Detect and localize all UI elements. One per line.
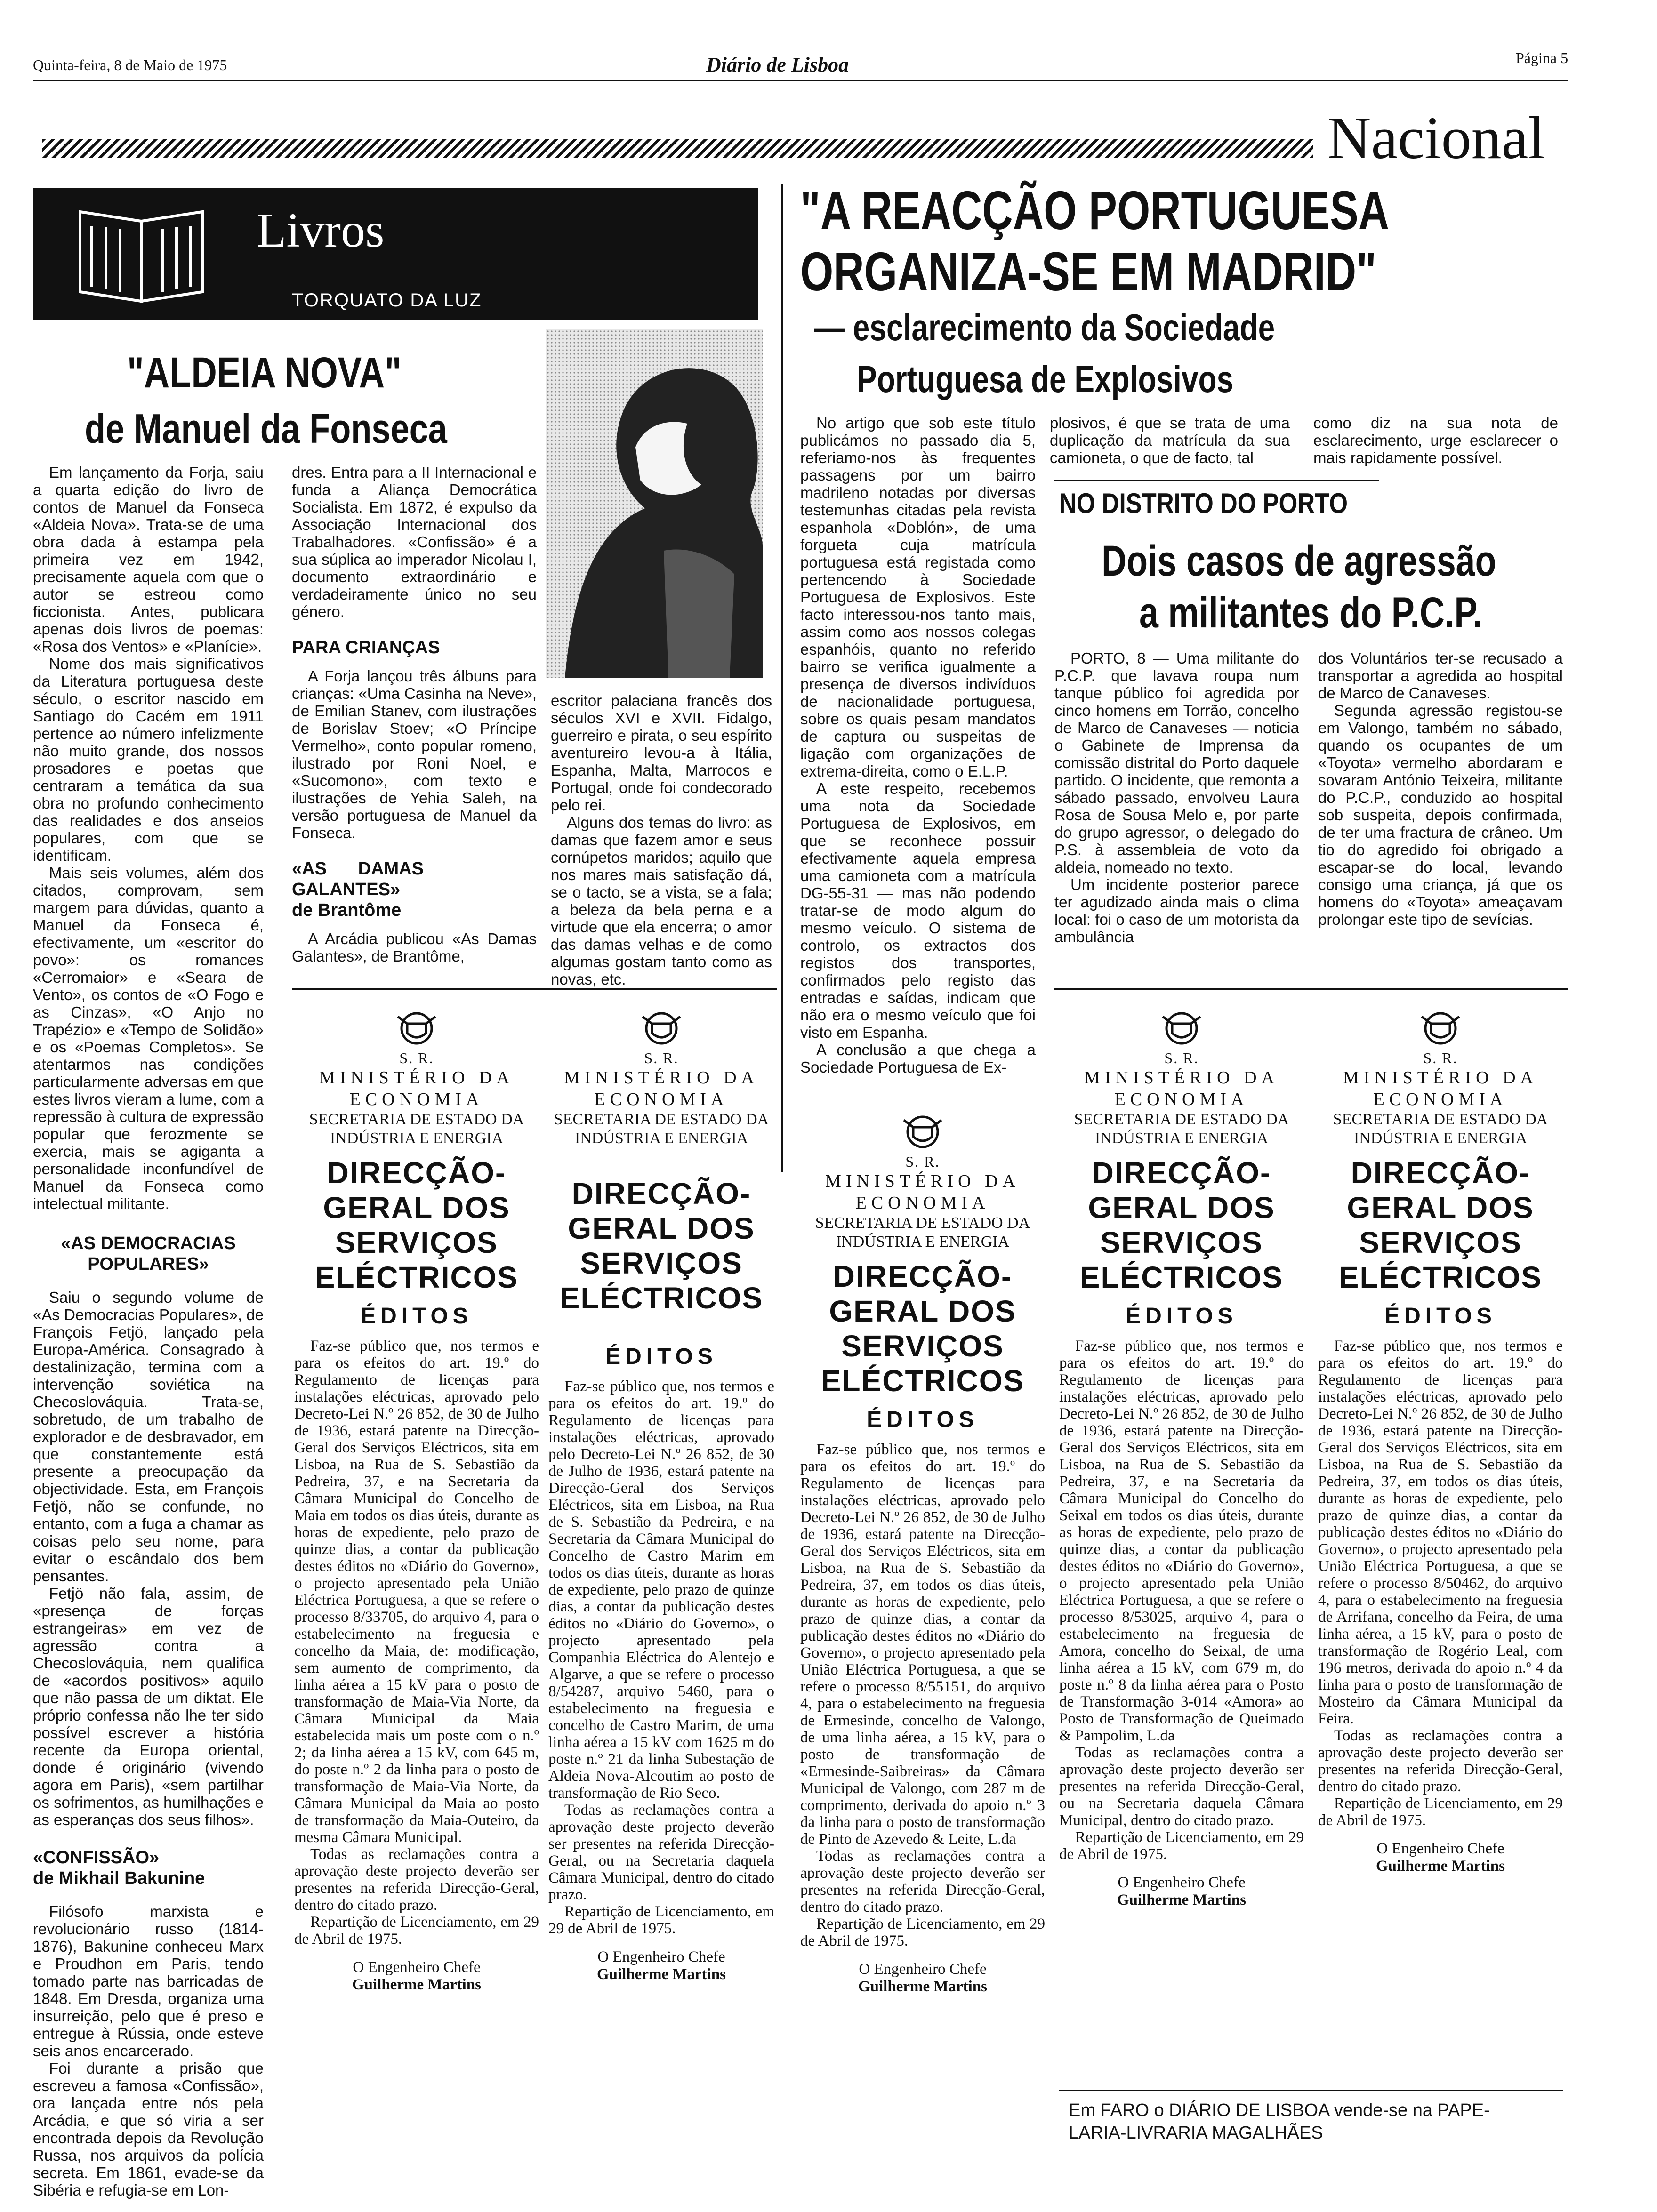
paragraph: como diz na sua nota de esclarecimento, urge esclarecer o mais rapidamente possível. xyxy=(1313,414,1558,466)
paragraph: Mais seis volumes, além dos citados, comprovam, sem margem para dúvidas, quanto a Manuel da Fonseca é, efectivamente, um «escritor do povo»: os romances «Cerromaior» e «Seara de Vento», os contos de «O Fogo e as Cinzas», «O Anjo no Trapézio» e «Tempo de Solidão» e os «Poemas Completos». Se atentarmos nas condições particularmente adversas em que estes livros vieram a lume, com a repressão à cultura de expressão popular que ferozmente se exercia, mais se agiganta a personalidade inconfundível de Manuel da Fonseca como intelectual militante. xyxy=(33,864,264,1212)
ads-rule xyxy=(292,988,777,990)
edital-sr: S. R. xyxy=(399,1050,434,1066)
faro-notice xyxy=(1069,2099,1490,2144)
reaccao-column-1 xyxy=(800,414,1036,1076)
reaccao-column-3 xyxy=(1313,414,1558,466)
edital-editos: ÉDITOS xyxy=(605,1344,717,1369)
paragraph: A conclusão a que chega a Sociedade Portuguesa de Ex- xyxy=(800,1041,1036,1076)
aldeia-subheadline: de Manuel da Fonseca xyxy=(85,405,447,452)
edital-editos: ÉDITOS xyxy=(1384,1304,1496,1329)
coat-of-arms-icon xyxy=(1412,1007,1469,1050)
edital-2 xyxy=(548,1007,774,1983)
page-number: Página 5 xyxy=(1516,49,1569,66)
paragraph: Em lançamento da Forja, saiu a quarta edição do livro de contos de Manuel da Fonseca «Aldeia Nova». Trata-se de uma obra dada à estampa pela primeira vez em 1942, precisamente aquela com que o autor se estreou como ficcionista. Antes, publicara apenas dois livros de poemas: «Rosa dos Ventos» e «Planície». xyxy=(33,464,264,655)
paragraph: PORTO, 8 — Uma militante do P.C.P. que lavava roupa num tanque público foi agredida por cinco homens em Torrão, concelho de Marco de Canaveses — noticia o Gabinete de Imprensa da comissão distrital do Porto daquele partido. O incidente, que remonta a sábado passado, envolveu Laura Rosa de Sousa Melo e, por parte do grupo agressor, o delegado do P.S. à assembleia de voto da aldeia, nomeado no texto. xyxy=(1054,649,1299,876)
edital-signatory-title: O Engenheiro Chefe xyxy=(859,1961,987,1978)
edital-secretaria: SECRETARIA DE ESTADO DA INDÚSTRIA E ENERGIA xyxy=(815,1214,1030,1250)
faro-notice-line: LARIA-LIVRARIA MAGALHÃES xyxy=(1069,2123,1323,2143)
aldeia-column-1 xyxy=(33,464,264,2199)
edital-ministry: MINISTÉRIO DA ECONOMIA xyxy=(825,1171,1020,1213)
reaccao-headline-1: "A REACÇÃO PORTUGUESA xyxy=(800,180,1390,241)
damas-author: de Brantôme xyxy=(292,900,402,920)
edital-direccao: DIRECÇÃO-GERAL DOS SERVIÇOS ELÉCTRICOS xyxy=(314,1156,519,1294)
edital-secretaria: SECRETARIA DE ESTADO DA INDÚSTRIA E ENERGIA xyxy=(554,1111,769,1147)
edital-signatory-name: Guilherme Martins xyxy=(596,1966,726,1983)
porto-column-1 xyxy=(1054,649,1299,946)
newspaper-title: Diário de Lisboa xyxy=(706,53,849,76)
section-title: Nacional xyxy=(1327,104,1545,171)
edital-3 xyxy=(800,1111,1045,1996)
edital-direccao: DIRECÇÃO-GERAL DOS SERVIÇOS ELÉCTRICOS xyxy=(1338,1156,1543,1294)
reaccao-subheadline-1: — esclarecimento da Sociedade xyxy=(814,306,1275,348)
issue-date: Quinta-feira, 8 de Maio de 1975 xyxy=(33,56,227,73)
coat-of-arms-icon xyxy=(1153,1007,1210,1050)
livros-banner-title: Livros xyxy=(257,203,385,257)
paragraph: Nome dos mais significativos da Literatura portuguesa deste século, o escritor nascido em Santiago do Cacém em 1911 pertence ao número infelizmente não muito grande, dos nossos prosadores e poetas que centraram a temática da sua obra no profundo conhecimento das realidades e dos anseios populares, com que se identificam. xyxy=(33,655,264,864)
kicker-rule xyxy=(1054,480,1379,481)
edital-text: Repartição de Licenciamento, em 29 de Abril de 1975. xyxy=(1059,1829,1304,1863)
edital-sr: S. R. xyxy=(1164,1050,1199,1066)
edital-signatory-name: Guilherme Martins xyxy=(352,1976,482,1993)
livros-banner-author: TORQUATO DA LUZ xyxy=(292,290,482,311)
edital-signatory-name: Guilherme Martins xyxy=(858,1978,988,1995)
edital-text: Repartição de Licenciamento, em 29 de Abril de 1975. xyxy=(1318,1795,1563,1829)
edital-signatory-title: O Engenheiro Chefe xyxy=(1118,1874,1246,1891)
edital-text: Faz-se público que, nos termos e para os efeitos do art. 19.º do Regulamento de licenças para instalações eléctricas, aprovado pelo Decreto-Lei N.º 26 852, de 30 de Julho de 1936, estará patente na Direcção-Geral dos Serviços Eléctricos, sita em Lisboa, na Rua de S. Sebastião da Pedreira, 37, em todos os dias úteis, durante as horas de expediente, pelo prazo de quinze dias, a contar da publicação destes éditos no «Diário do Governo», o projecto apresentado pela União Eléctrica Portuguesa, a que se refere o processo 8/50462, do arquivo 4, para o estabelecimento na freguesia de Arrifana, concelho da Feira, de uma linha aérea, a 15 kV, para o posto de transformação de Rogério Leal, com 196 metros, derivada do apoio n.º 4 da linha para o posto de transformação de Mosteiro da Câmara Municipal da Feira. xyxy=(1318,1338,1563,1727)
aldeia-column-3 xyxy=(551,692,772,988)
democracias-subhead: «AS DEMOCRACIAS POPULARES» xyxy=(61,1234,236,1274)
edital-editos: ÉDITOS xyxy=(867,1407,979,1432)
edital-sr: S. R. xyxy=(905,1153,940,1170)
edital-ministry: MINISTÉRIO DA ECONOMIA xyxy=(319,1068,514,1109)
paragraph: Alguns dos temas do livro: as damas que fazem amor e seus cornúpetos maridos; aquilo que nos mares mais satisfação dá, se o tacto, se a vista, se a fala; a beleza da bela perna e a virtude que ela encerra; o amor das damas velhas e de como algumas gostam tanto como as novas, etc. xyxy=(551,814,772,988)
reaccao-headline-2: ORGANIZA-SE EM MADRID" xyxy=(800,241,1377,302)
edital-text: Faz-se público que, nos termos e para os efeitos do art. 19.º do Regulamento de licenças para instalações eléctricas, aprovado pelo Decreto-Lei N.º 26 852, de 30 de Julho de 1936, estará patente na Direcção-Geral dos Serviços Eléctricos, sita em Lisboa, na Rua de S. Sebastião da Pedreira, e na Secretaria da Câmara Municipal do Concelho de Castro Marim em todos os dias úteis, durante as horas de expediente, pelo prazo de quinze dias, a contar da publicação destes éditos no «Diário do Governo», o projecto apresentado pela Companhia Eléctrica do Alentejo e Algarve, a que se refere o processo 8/54287, arquivo 5460, para o estabelecimento na freguesia e concelho de Castro Marim, de uma linha aérea a 15 kV com 1625 m do poste n.º 21 da linha Subestação de Aldeia Nova-Alcoutim ao posto de transformação de Rio Seco. xyxy=(548,1378,774,1802)
edital-secretaria: SECRETARIA DE ESTADO DA INDÚSTRIA E ENERGIA xyxy=(1074,1111,1289,1147)
criancas-subhead: PARA CRIANÇAS xyxy=(292,638,440,657)
edital-editos: ÉDITOS xyxy=(361,1304,473,1329)
edital-text: Todas as reclamações contra a aprovação deste projecto deverão ser presentes na referida Direcção-Geral, ou na Secretaria daquela Câmara Municipal, dentro do citado prazo. xyxy=(1059,1744,1304,1829)
confissao-subhead: «CONFISSÃO» xyxy=(33,1848,160,1867)
edital-direccao: DIRECÇÃO-GERAL DOS SERVIÇOS ELÉCTRICOS xyxy=(559,1177,764,1315)
coat-of-arms-icon xyxy=(633,1007,690,1050)
edital-4 xyxy=(1059,1007,1304,1909)
edital-ministry: MINISTÉRIO DA ECONOMIA xyxy=(1343,1068,1538,1109)
edital-1 xyxy=(294,1007,539,1994)
edital-signatory-name: Guilherme Martins xyxy=(1117,1891,1247,1908)
porto-headline-1: Dois casos de agressão xyxy=(1102,537,1496,585)
edital-text: Todas as reclamações contra a aprovação deste projecto deverão ser presentes na referida Direcção-Geral, ou na Secretaria daquela Câmara Municipal, dentro do citado prazo. xyxy=(548,1802,774,1903)
paragraph: escritor palaciana francês dos séculos XVI e XVII. Fidalgo, guerreiro e pirata, o seu espírito aventureiro levou-a à Itália, Espanha, Malta, Marrocos e Portugal, onde foi condecorado pelo rei. xyxy=(551,692,772,814)
header-rule xyxy=(33,80,1568,81)
edital-text: Repartição de Licenciamento, em 29 de Abril de 1975. xyxy=(294,1914,539,1948)
edital-sr: S. R. xyxy=(1423,1050,1458,1066)
reaccao-subheadline-2: Portuguesa de Explosivos xyxy=(857,358,1234,400)
notice-rule xyxy=(1059,2090,1563,2091)
edital-text: Faz-se público que, nos termos e para os efeitos do art. 19.º do Regulamento de licenças para instalações eléctricas, aprovado pelo Decreto-Lei N.º 26 852, de 30 de Julho de 1936, estará patente na Direcção-Geral dos Serviços Eléctricos, sita em Lisboa, na Rua de S. Sebastião da Pedreira, 37, em todos os dias úteis, durante as horas de expediente, pelo prazo de quinze dias, a contar da publicação destes éditos no «Diário do Governo», o projecto apresentado pela União Eléctrica Portuguesa, a que se refere o processo 8/55151, do arquivo 4, para o estabelecimento na freguesia de Ermesinde, concelho de Valongo, de uma linha aérea, a 15 kV, para o posto de transformação de «Ermesinde-Saibreiras» da Câmara Municipal de Valongo, com 287 m de comprimento, derivada do apoio n.º 3 da linha para o posto de transformação de Pinto de Azevedo & Leite, L.da xyxy=(800,1441,1045,1848)
ads-rule xyxy=(1054,988,1568,990)
paragraph: plosivos, é que se trata de uma duplicação da matrícula da sua camioneta, o que de facto, tal xyxy=(1050,414,1290,466)
paragraph: A Arcádia publicou «As Damas Galantes», de Brantôme, xyxy=(292,930,537,965)
edital-sr: S. R. xyxy=(644,1050,679,1066)
edital-text: Todas as reclamações contra a aprovação deste projecto deverão ser presentes na referida Direcção-Geral, dentro do citado prazo. xyxy=(1318,1727,1563,1795)
edital-secretaria: SECRETARIA DE ESTADO DA INDÚSTRIA E ENERGIA xyxy=(309,1111,524,1147)
edital-text: Faz-se público que, nos termos e para os efeitos do art. 19.º do Regulamento de licenças para instalações eléctricas, aprovado pelo Decreto-Lei N.º 26 852, de 30 de Julho de 1936, estará patente na Direcção-Geral dos Serviços Eléctricos, sita em Lisboa, na Rua de S. Sebastião da Pedreira, 37, e na Secretaria da Câmara Municipal do Concelho de Maia em todos os dias úteis, durante as horas de expediente, pelo prazo de quinze dias, a contar da publicação destes éditos no «Diário do Governo», o projecto apresentado pela União Eléctrica Portuguesa, a que se refere o processo 8/33705, do arquivo 4, para o estabelecimento na freguesia e concelho da Maia, de: modificação, sem aumento de comprimento, da linha aérea a 15 kV para o posto de transformação de Maia-Via Norte, da Câmara Municipal da Maia estabelecida mais um poste com o n.º 2; da linha aérea a 15 kV, com 645 m, do poste n.º 2 da linha para o posto de transformação de Maia-Via Norte, da Câmara Municipal da Maia ao posto de transformação da Maia-Outeiro, da mesma Câmara Municipal. xyxy=(294,1338,539,1846)
paragraph: Segunda agressão registou-se em Valongo, também no sábado, quando os ocupantes de um «Toyota» vermelho abordaram e sovaram António Teixeira, militante do P.C.P., conduzido ao hospital sob suspeita, depois confirmada, de ter uma fractura de crâneo. Um tio do agredido foi obrigado a escapar-se do local, levando consigo uma criança, já que os homens do «Toyota» ameaçavam prolongar este tipo de sevícias. xyxy=(1318,702,1563,928)
author-photo xyxy=(546,329,763,678)
aldeia-headline: "ALDEIA NOVA" xyxy=(127,349,402,397)
faro-notice-line: Em FARO o DIÁRIO DE LISBOA vende-se na PAPE- xyxy=(1069,2100,1490,2120)
reaccao-column-2 xyxy=(1050,414,1290,466)
paragraph: Um incidente posterior parece ter agudizado ainda mais o clima local: foi o caso de um motorista da ambulância xyxy=(1054,876,1299,946)
edital-ministry: MINISTÉRIO DA ECONOMIA xyxy=(1084,1068,1279,1109)
edital-signatory-title: O Engenheiro Chefe xyxy=(1376,1840,1504,1857)
paragraph: Filósofo marxista e revolucionário russo (1814-1876), Bakunine conheceu Marx e Proudhon em Paris, tendo tomado parte nas barricadas de 1848. Em Dresda, organiza uma insurreição, pelo que é preso e entregue à Rússia, onde esteve seis anos encarcerado. xyxy=(33,1903,264,2060)
edital-direccao: DIRECÇÃO-GERAL DOS SERVIÇOS ELÉCTRICOS xyxy=(820,1259,1025,1398)
edital-text: Repartição de Licenciamento, em 29 de Abril de 1975. xyxy=(800,1915,1045,1949)
paragraph: No artigo que sob este título publicámos no passado dia 5, referiamo-nos às frequentes passagens por um bairro madrileno notadas por diversas testemunhas citadas pela revista espanhola «Doblón», de uma forgueta cuja matrícula portuguesa está registada como pertencendo à Sociedade Portuguesa de Explosivos. Este facto interessou-nos tanto mais, assim como aos nossos colegas espanhóis, quanto no referido bairro se verifica igualmente a presença de diversos indivíduos de nacionalidade portuguesa, sobre os quais pesam mandatos de captura ou suspeitas de ligação com organizações de extrema-direita, como o E.L.P. xyxy=(800,414,1036,780)
paragraph: dos Voluntários ter-se recusado a transportar a agredida ao hospital de Marco de Canaveses. xyxy=(1318,649,1563,702)
edital-signatory-title: O Engenheiro Chefe xyxy=(597,1948,725,1965)
column-divider xyxy=(781,184,783,1172)
coat-of-arms-icon xyxy=(894,1111,951,1153)
damas-subhead: «AS DAMAS GALANTES» xyxy=(292,859,424,899)
edital-5 xyxy=(1318,1007,1563,1875)
edital-signatory-title: O Engenheiro Chefe xyxy=(353,1959,481,1976)
edital-text: Todas as reclamações contra a aprovação deste projecto deverão ser presentes na referida Direcção-Geral, dentro do citado prazo. xyxy=(800,1848,1045,1915)
edital-secretaria: SECRETARIA DE ESTADO DA INDÚSTRIA E ENERGIA xyxy=(1333,1111,1548,1147)
book-icon xyxy=(71,202,212,306)
edital-text: Repartição de Licenciamento, em 29 de Abril de 1975. xyxy=(548,1903,774,1937)
edital-editos: ÉDITOS xyxy=(1126,1304,1238,1329)
paragraph: A Forja lançou três álbuns para crianças: «Uma Casinha na Neve», de Emilian Stanev, com ilustrações de Borislav Stoev; «O Príncipe Vermelho», conto popular romeno, ilustrado por Roni Noel, e «Sucomono», com texto e ilustrações de Yehia Saleh, na versão portuguesa de Manuel da Fonseca. xyxy=(292,667,537,842)
coat-of-arms-icon xyxy=(388,1007,445,1050)
paragraph: Saiu o segundo volume de «As Democracias Populares», de François Fetjö, lançado pela Europa-América. Consagrado à destalinização, termina com a intervenção soviética na Checoslováquia. Trata-se, sobretudo, de um trabalho de explorador e de desbravador, em que constantemente está presente a preocupação da objectividade. Esta, em François Fetjö, não se confunde, no entanto, com a fuga a chamar as coisas pelo seu nome, para evitar o escândalo dos bem pensantes. xyxy=(33,1289,264,1585)
paragraph: dres. Entra para a II Internacional e funda a Aliança Democrática Socialista. Em 1872, é expulso da Associação Internacional dos Trabalhadores. «Confissão» é a sua súplica ao imperador Nicolau I, documento extraordinário e verdadeiramente único no seu género. xyxy=(292,464,537,620)
edital-text: Todas as reclamações contra a aprovação deste projecto deverão ser presentes na referida Direcção-Geral, dentro do citado prazo. xyxy=(294,1846,539,1914)
edital-ministry: MINISTÉRIO DA ECONOMIA xyxy=(564,1068,759,1109)
edital-signatory-name: Guilherme Martins xyxy=(1375,1858,1505,1875)
aldeia-column-2 xyxy=(292,464,537,965)
porto-column-2 xyxy=(1318,649,1563,928)
section-hatch-bar xyxy=(42,139,1313,158)
edital-text: Faz-se público que, nos termos e para os efeitos do art. 19.º do Regulamento de licenças para instalações eléctricas, aprovado pelo Decreto-Lei N.º 26 852, de 30 de Julho de 1936, estará patente na Direcção-Geral dos Serviços Eléctricos, sita em Lisboa, na Rua de S. Sebastião da Pedreira, 37, e na Secretaria da Câmara Municipal do Concelho do Seixal em todos os dias úteis, durante as horas de expediente, pelo prazo de quinze dias, a contar da publicação destes éditos no «Diário do Governo», o projecto apresentado pela União Eléctrica Portuguesa, a que se refere o processo 8/53025, arquivo 4, para o estabelecimento na freguesia de Amora, concelho do Seixal, de uma linha aérea a 15 kV, com 679 m, do poste n.º 8 da linha aérea para o Posto de Transformação 3-014 «Amora» ao Posto de Transformação de Queimado & Pampolim, L.da xyxy=(1059,1338,1304,1744)
paragraph: Foi durante a prisão que escreveu a famosa «Confissão», ora lançada entre nós pela Arcádia, e que só viria a ser encontrada depois da Revolução Russa, nos arquivos da polícia secreta. Em 1861, evade-se da Sibéria e refugia-se em Lon- xyxy=(33,2060,264,2199)
paragraph: A este respeito, recebemos uma nota da Sociedade Portuguesa de Explosivos, em que se reconhece possuir efectivamente aquela empresa uma camioneta com a matrícula DG-55-31 — mas não podendo tratar-se de modo algum do mesmo veículo. O sistema de controlo, os extractos dos registos dos transportes, confirmados pelo registo das entradas e saídas, indicam que não era o mesmo veículo que foi visto em Espanha. xyxy=(800,780,1036,1041)
confissao-author: de Mikhail Bakunine xyxy=(33,1868,205,1888)
edital-direccao: DIRECÇÃO-GERAL DOS SERVIÇOS ELÉCTRICOS xyxy=(1079,1156,1284,1294)
porto-headline-2: a militantes do P.C.P. xyxy=(1139,589,1483,637)
paragraph: Fetjö não fala, assim, de «presença de forças estrangeiras» em vez de agressão contra a Checoslováquia, nem qualifica de «acordos positivos» aquilo que não passa de um diktat. Ele próprio confessa não lhe ter sido possível escrever a história recente da Europa oriental, donde é originário (vivendo agora em Paris), «sem partilhar os sofrimentos, as humilhações e as esperanças dos seus filhos». xyxy=(33,1585,264,1828)
porto-kicker: NO DISTRITO DO PORTO xyxy=(1059,488,1348,519)
